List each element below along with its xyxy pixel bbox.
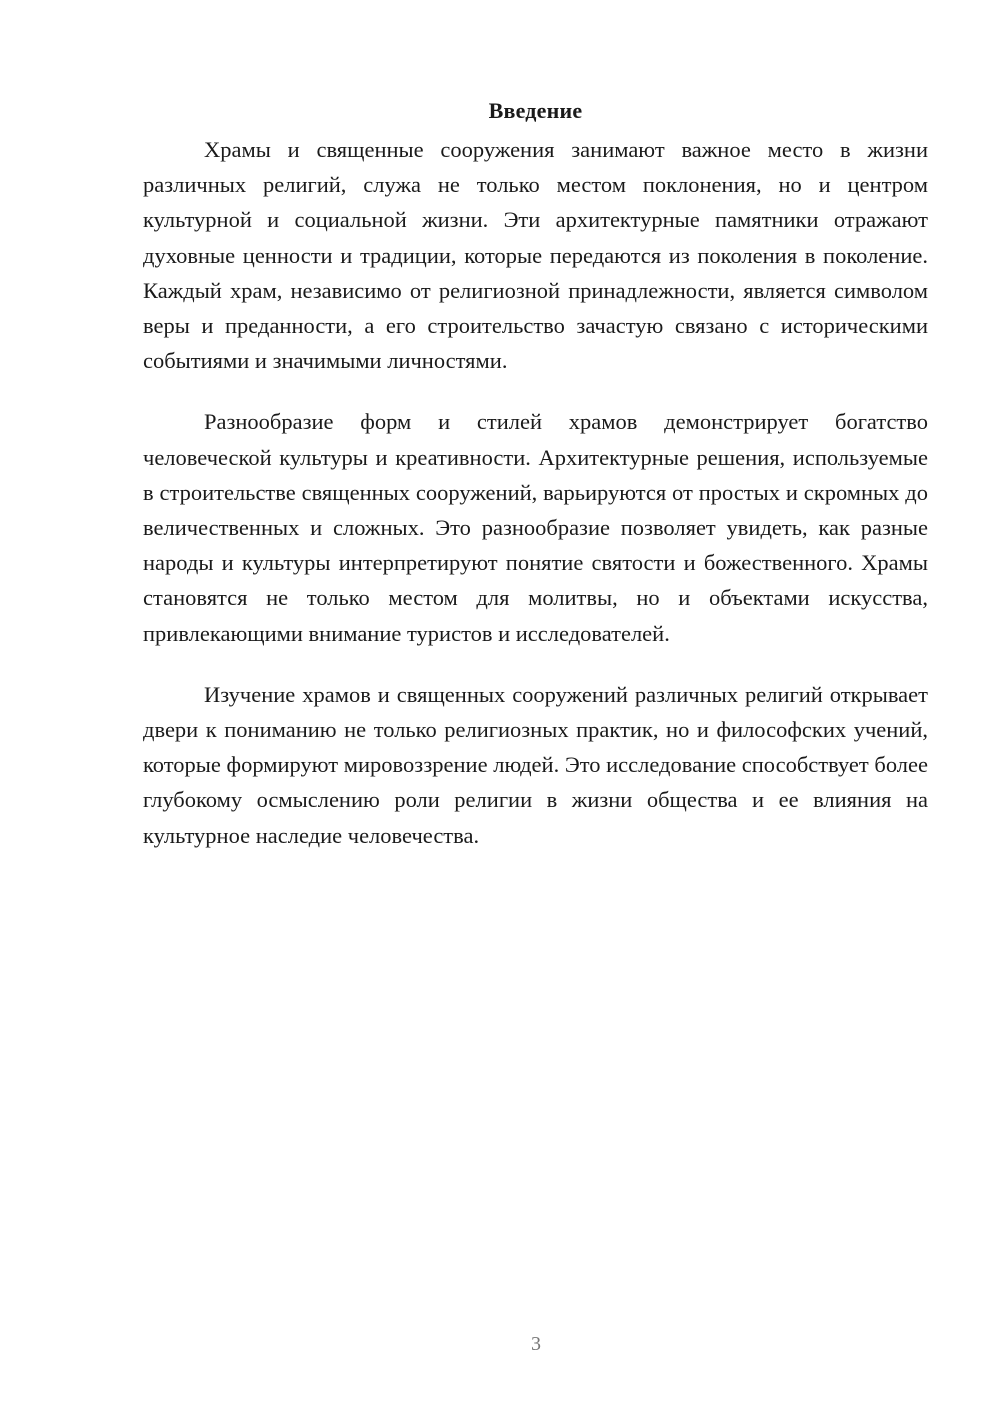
page-number: 3 <box>531 1333 541 1355</box>
page-content <box>143 93 928 879</box>
paragraph-3: Изучение храмов и священных сооружений различных религий открывает двери к пониманию не только религиозных практик, но и философских учений, которые формируют мировоззрение людей. Это исследование способствует более глубокому осмыслению роли религии в жизни общества и ее влияния на культурное наследие человечества. <box>143 681 928 848</box>
paragraph-2: Разнообразие форм и стилей храмов демонстрирует богатство человеческой культуры и креативности. Архитектурные решения, используемые в строительстве священных сооружений, варьируются от простых и скромных до величественных и сложных. Это разнообразие позволяет увидеть, как разные народы и культуры интерпретируют понятие святости и божественного. Храмы становятся не только местом для молитвы, но и объектами искусства, привлекающими внимание туристов и исследователей. <box>143 409 928 646</box>
paragraph-1: Храмы и священные сооружения занимают важное место в жизни различных религий, служа не только местом поклонения, но и центром культурной и социальной жизни. Эти архитектурные памятники отражают духовные ценности и традиции, которые передаются из поколения в поколение. Каждый храм, независимо от религиозной принадлежности, является символом веры и преданности, а его строительство зачастую связано с историческими событиями и значимыми личностями. <box>143 137 928 374</box>
section-title: Введение <box>488 98 583 123</box>
